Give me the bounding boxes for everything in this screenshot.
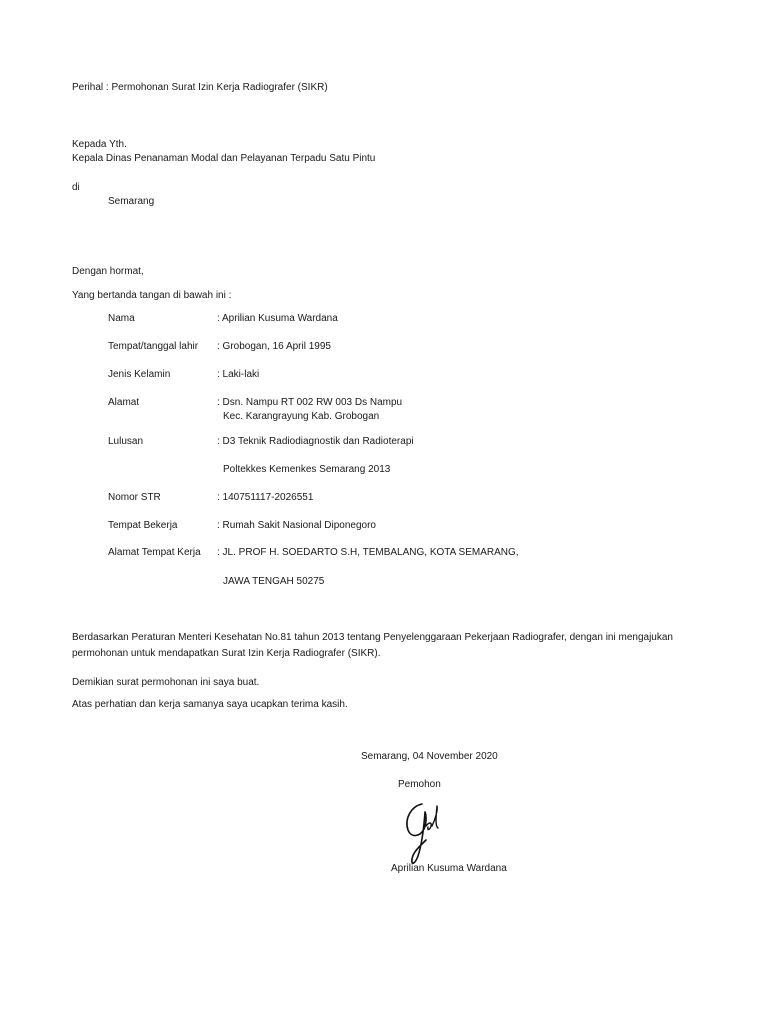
greeting: Dengan hormat,	[72, 266, 144, 277]
field-value-nomor-str: : 140751117-2026551	[217, 492, 314, 503]
field-label-nama: Nama	[108, 313, 135, 324]
field-value-nama: : Aprilian Kusuma Wardana	[217, 313, 338, 324]
body-paragraph-3: Atas perhatian dan kerja samanya saya ucapkan terima kasih.	[72, 699, 348, 710]
field-label-tempat-bekerja: Tempat Bekerja	[108, 520, 178, 531]
field-label-nomor-str: Nomor STR	[108, 492, 161, 503]
signer-role: Pemohon	[398, 779, 441, 790]
field-label-lulusan: Lulusan	[108, 436, 144, 447]
recipient-city: Semarang	[108, 196, 155, 207]
field-value-alamat: : Dsn. Nampu RT 002 RW 003 Ds Nampu	[217, 397, 403, 408]
signer-name: Aprilian Kusuma Wardana	[391, 863, 507, 874]
field-label-jenis-kelamin: Jenis Kelamin	[108, 369, 171, 380]
field-value-alamat-kerja: : JL. PROF H. SOEDARTO S.H, TEMBALANG, KOTA SEMARANG,	[217, 547, 519, 558]
recipient-salutation: Kepada Yth.	[72, 139, 127, 150]
place-date: Semarang, 04 November 2020	[361, 751, 498, 762]
field-label-alamat: Alamat	[108, 397, 140, 408]
field-label-ttl: Tempat/tanggal lahir	[108, 341, 199, 352]
body-paragraph-1-line-2: permohonan untuk mendapatkan Surat Izin Kerja Radiografer (SIKR).	[72, 648, 381, 659]
field-value-lulusan-line2: Poltekkes Kemenkes Semarang 2013	[223, 464, 391, 475]
field-value-alamat-line2: Kec. Karangrayung Kab. Grobogan	[223, 411, 380, 422]
body-paragraph-2: Demikian surat permohonan ini saya buat.	[72, 677, 260, 688]
field-value-ttl: : Grobogan, 16 April 1995	[217, 341, 331, 352]
field-value-jenis-kelamin: : Laki-laki	[217, 369, 260, 380]
body-paragraph-1-line-1: Berdasarkan Peraturan Menteri Kesehatan No.81 tahun 2013 tentang Penyelenggaraan Pekerjaan Radiografer, dengan ini mengajukan	[72, 632, 673, 643]
field-value-tempat-bekerja: : Rumah Sakit Nasional Diponegoro	[217, 520, 376, 531]
recipient-di: di	[72, 182, 80, 193]
intro-text: Yang bertanda tangan di bawah ini :	[72, 290, 232, 301]
field-label-alamat-kerja: Alamat Tempat Kerja	[108, 547, 201, 558]
recipient-title: Kepala Dinas Penanaman Modal dan Pelayanan Terpadu Satu Pintu	[72, 153, 376, 164]
subject-line: Perihal : Permohonan Surat Izin Kerja Radiografer (SIKR)	[72, 82, 328, 93]
field-value-lulusan: : D3 Teknik Radiodiagnostik dan Radioterapi	[217, 436, 414, 447]
field-value-alamat-kerja-line2: JAWA TENGAH 50275	[223, 576, 325, 587]
